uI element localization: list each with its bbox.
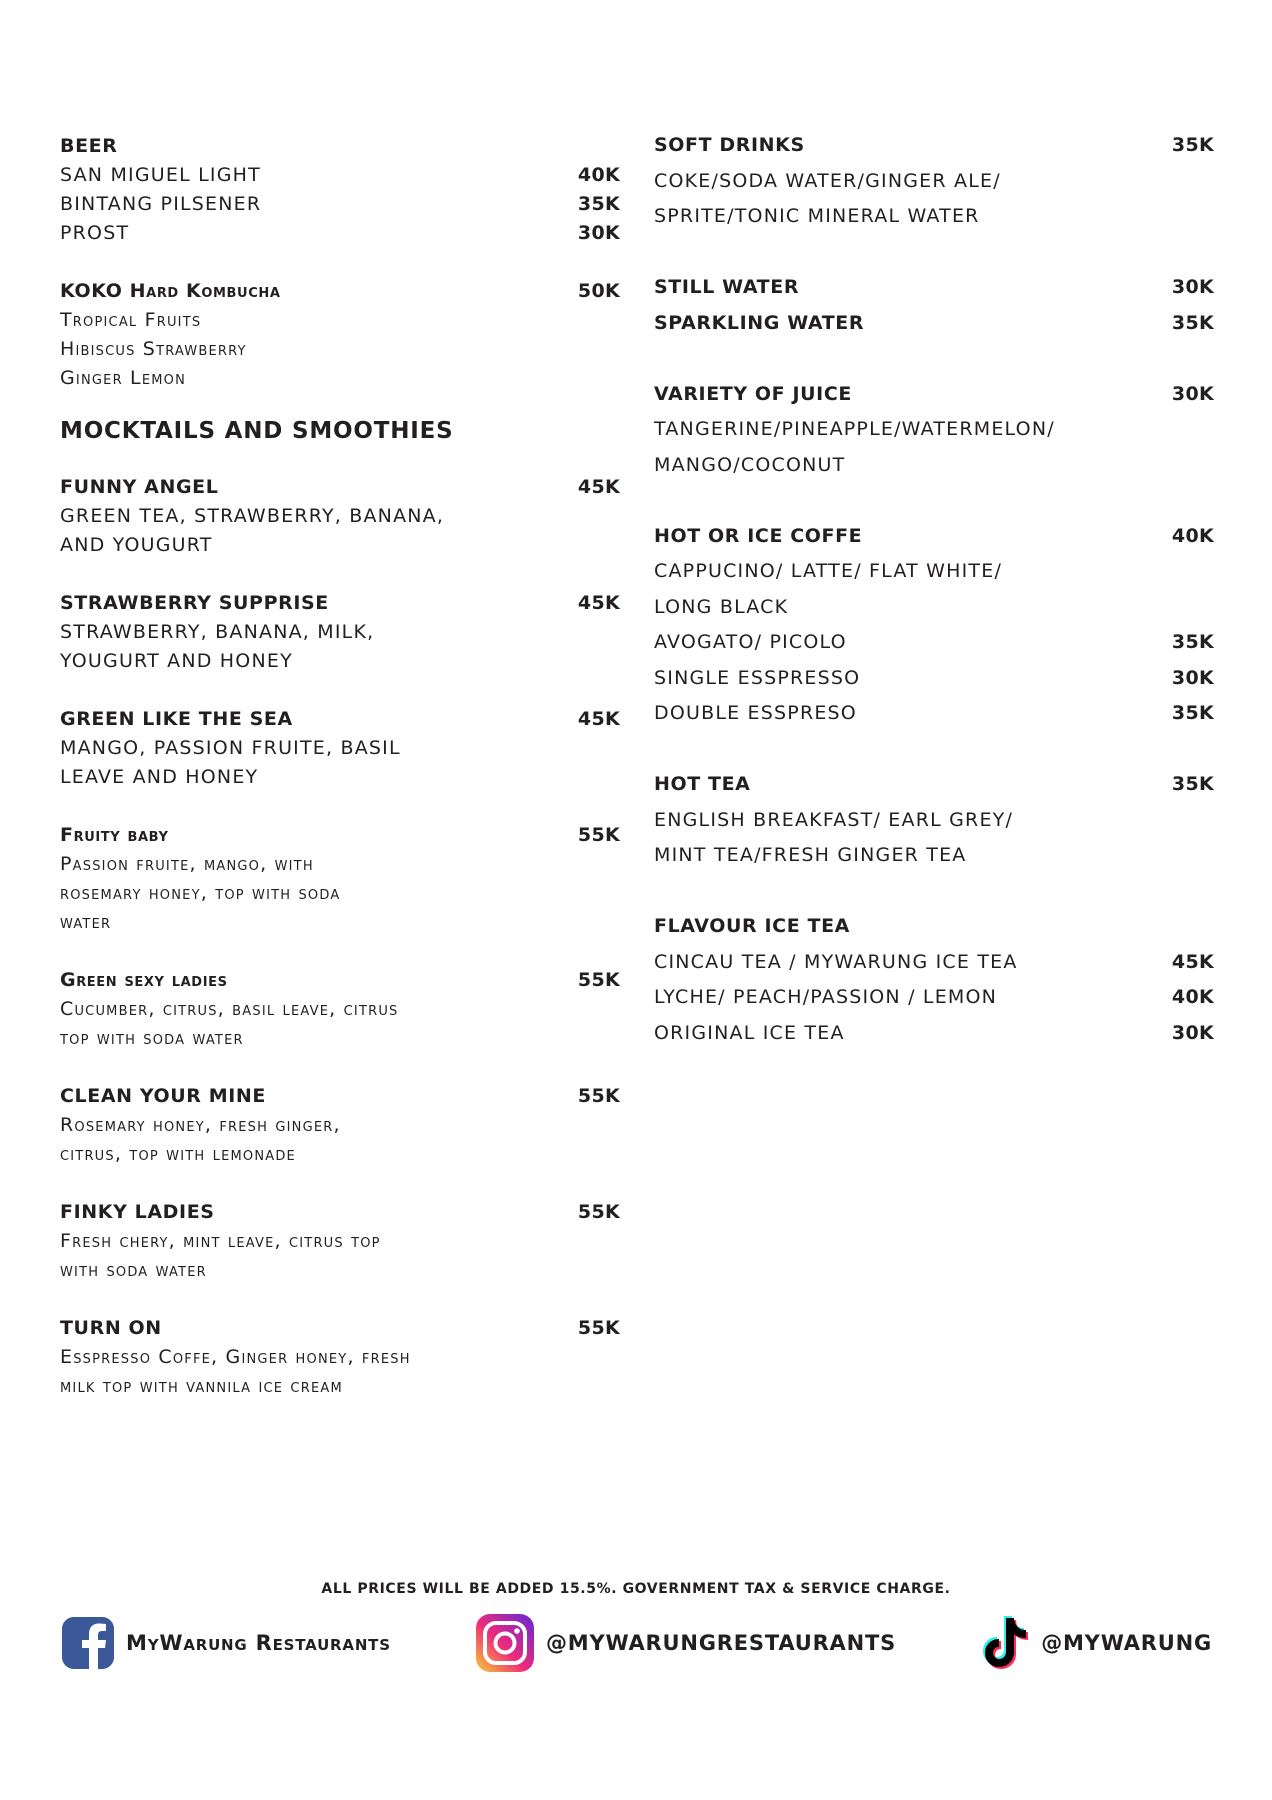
item-price: 40K xyxy=(1171,524,1214,547)
spacer xyxy=(60,1053,620,1082)
hot-tea-section xyxy=(654,767,1214,874)
menu-item xyxy=(60,219,620,248)
item-name: ORIGINAL ICE TEA xyxy=(654,1021,845,1044)
tax-note: ALL PRICES WILL BE ADDED 15.5%. GOVERNMENT TAX & SERVICE CHARGE. xyxy=(321,1581,951,1597)
facebook-icon xyxy=(62,1617,114,1669)
ice-tea-section xyxy=(654,909,1214,1051)
item-price: 35K xyxy=(1171,702,1214,724)
left-column xyxy=(60,132,620,1401)
item-desc: YOUGURT AND HONEY xyxy=(60,650,293,672)
item-price: 40K xyxy=(1171,986,1214,1008)
beer-heading-row xyxy=(60,132,620,161)
item-name: LYCHE/ PEACH/PASSION / LEMON xyxy=(654,986,998,1008)
item-price: 30K xyxy=(1171,276,1214,298)
kombucha-flavour: Ginger Lemon xyxy=(60,367,187,389)
mocktails-section xyxy=(60,413,620,1401)
section-title-kombucha: KOKO Hard Kombucha xyxy=(60,280,281,302)
item-name: SINGLE ESSPRESSO xyxy=(654,666,861,689)
menu-item xyxy=(60,589,620,676)
item-name: STRAWBERRY SUPPRISE xyxy=(60,592,329,614)
item-name: BINTANG PILSENER xyxy=(60,193,262,215)
social-tiktok[interactable] xyxy=(981,1614,1212,1672)
item-desc: Passion fruite, mango, with xyxy=(60,853,314,875)
menu-item xyxy=(654,661,1214,697)
menu-item xyxy=(654,980,1214,1016)
item-name: TURN ON xyxy=(60,1317,162,1339)
item-price: 40K xyxy=(577,164,620,186)
item-name: Fruity baby xyxy=(60,824,169,846)
item-price: 55K xyxy=(577,824,620,846)
item-desc: Esspresso Coffe, Ginger honey, fresh xyxy=(60,1346,411,1368)
item-desc: MINT TEA/FRESH GINGER TEA xyxy=(654,844,967,866)
instagram-icon xyxy=(476,1614,534,1672)
section-title-juice: VARIETY OF JUICE xyxy=(654,382,852,405)
item-desc: milk top with vannila ice cream xyxy=(60,1375,343,1397)
item-desc: citrus, top with lemonade xyxy=(60,1143,296,1165)
water-section xyxy=(654,270,1214,341)
item-name: FUNNY ANGEL xyxy=(60,476,219,498)
section-title-hot-tea: HOT TEA xyxy=(654,773,751,795)
item-desc: COKE/SODA WATER/GINGER ALE/ xyxy=(654,169,1001,192)
item-name: STILL WATER xyxy=(654,276,800,298)
item-desc: TANGERINE/PINEAPPLE/WATERMELON/ xyxy=(654,418,1055,440)
item-name: SPARKLING WATER xyxy=(654,311,865,334)
tiktok-label: @MYWARUNG xyxy=(1041,1631,1212,1655)
item-desc: LEAVE AND HONEY xyxy=(60,766,259,788)
menu-item xyxy=(60,473,620,560)
item-desc: STRAWBERRY, BANANA, MILK, xyxy=(60,621,375,643)
item-desc: ENGLISH BREAKFAST/ EARL GREY/ xyxy=(654,808,1014,831)
tiktok-icon xyxy=(981,1614,1029,1672)
item-price: 55K xyxy=(577,1085,620,1107)
section-title-soft-drinks: SOFT DRINKS xyxy=(654,134,805,156)
item-desc: LONG BLACK xyxy=(654,595,789,618)
item-name: AVOGATO/ PICOLO xyxy=(654,631,847,653)
item-price: 35K xyxy=(1171,773,1214,795)
social-instagram[interactable] xyxy=(476,1614,896,1672)
item-desc: MANGO/COCONUT xyxy=(654,453,846,476)
item-name: CINCAU TEA / MYWARUNG ICE TEA xyxy=(654,950,1018,973)
item-price: 45K xyxy=(577,708,620,730)
menu-item xyxy=(654,696,1214,732)
spacer xyxy=(654,235,1214,271)
item-name: CLEAN YOUR MINE xyxy=(60,1085,267,1107)
spacer xyxy=(60,1285,620,1314)
section-title-beer: BEER xyxy=(60,135,118,157)
coffee-section xyxy=(654,519,1214,732)
right-column xyxy=(654,128,1214,1051)
spacer xyxy=(60,560,620,589)
item-desc: Rosemary honey, fresh ginger, xyxy=(60,1114,341,1136)
facebook-label: MyWarung Restaurants xyxy=(126,1631,391,1655)
soft-drinks-section xyxy=(654,128,1214,235)
menu-item xyxy=(60,966,620,1053)
item-price: 35K xyxy=(1171,134,1214,156)
spacer xyxy=(654,732,1214,768)
menu-item xyxy=(654,945,1214,981)
menu-item xyxy=(60,190,620,219)
item-desc: CAPPUCINO/ LATTE/ FLAT WHITE/ xyxy=(654,560,1003,582)
menu-item xyxy=(60,1082,620,1169)
item-price: 55K xyxy=(577,1201,620,1223)
spacer xyxy=(60,1169,620,1198)
item-price: 45K xyxy=(577,476,620,498)
item-desc: with soda water xyxy=(60,1259,207,1281)
spacer xyxy=(654,341,1214,377)
juice-section xyxy=(654,377,1214,484)
menu-item xyxy=(654,270,1214,306)
item-price: 30K xyxy=(1171,666,1214,689)
social-links xyxy=(62,1613,1212,1673)
item-price: 30K xyxy=(1171,1021,1214,1044)
section-title-ice-tea: FLAVOUR ICE TEA xyxy=(654,915,850,937)
item-price: 30K xyxy=(1171,382,1214,405)
menu-item xyxy=(60,161,620,190)
item-price: 35K xyxy=(1171,631,1214,653)
item-name: GREEN LIKE THE SEA xyxy=(60,708,293,730)
item-desc: AND YOUGURT xyxy=(60,534,213,556)
item-name: FINKY LADIES xyxy=(60,1201,215,1223)
spacer xyxy=(654,874,1214,910)
kombucha-flavour: Hibiscus Strawberry xyxy=(60,338,247,360)
item-name: PROST xyxy=(60,222,130,244)
item-desc: rosemary honey, top with soda xyxy=(60,882,341,904)
section-heading-mocktails: MOCKTAILS AND SMOOTHIES xyxy=(60,418,454,444)
spacer xyxy=(60,248,620,277)
item-price: 45K xyxy=(577,592,620,614)
item-name: DOUBLE ESSPRESO xyxy=(654,702,857,724)
item-desc: SPRITE/TONIC MINERAL WATER xyxy=(654,205,980,227)
item-desc: MANGO, PASSION FRUITE, BASIL xyxy=(60,737,401,759)
item-price: 30K xyxy=(577,222,620,244)
item-desc: GREEN TEA, STRAWBERRY, BANANA, xyxy=(60,505,445,527)
menu-item xyxy=(654,306,1214,342)
item-desc: top with soda water xyxy=(60,1027,244,1049)
menu-item xyxy=(654,1016,1214,1052)
item-desc: Cucumber, citrus, basil leave, citrus xyxy=(60,998,399,1020)
spacer xyxy=(60,676,620,705)
item-price: 45K xyxy=(1171,950,1214,973)
spacer xyxy=(60,792,620,821)
item-name: SAN MIGUEL LIGHT xyxy=(60,164,261,186)
item-price: 35K xyxy=(577,193,620,215)
beer-section xyxy=(60,132,620,248)
item-price: 55K xyxy=(577,1317,620,1339)
menu-item xyxy=(60,821,620,937)
menu-item xyxy=(60,1198,620,1285)
section-title-coffee: HOT OR ICE COFFE xyxy=(654,524,863,547)
menu-item xyxy=(654,625,1214,661)
social-facebook[interactable] xyxy=(62,1617,391,1669)
item-price: 35K xyxy=(1171,311,1214,334)
item-price: 55K xyxy=(577,969,620,991)
menu-item xyxy=(60,705,620,792)
kombucha-section xyxy=(60,277,620,393)
spacer xyxy=(60,937,620,966)
spacer xyxy=(654,483,1214,519)
instagram-label: @MYWARUNGRESTAURANTS xyxy=(545,1631,897,1655)
spacer xyxy=(60,393,620,413)
kombucha-heading-row xyxy=(60,277,620,306)
kombucha-flavour: Tropical Fruits xyxy=(60,309,202,331)
item-desc: water xyxy=(60,911,112,933)
item-desc: Fresh chery, mint leave, citrus top xyxy=(60,1230,381,1252)
menu-item xyxy=(60,1314,620,1401)
item-price: 50K xyxy=(577,280,620,302)
item-name: Green sexy ladies xyxy=(60,969,228,991)
